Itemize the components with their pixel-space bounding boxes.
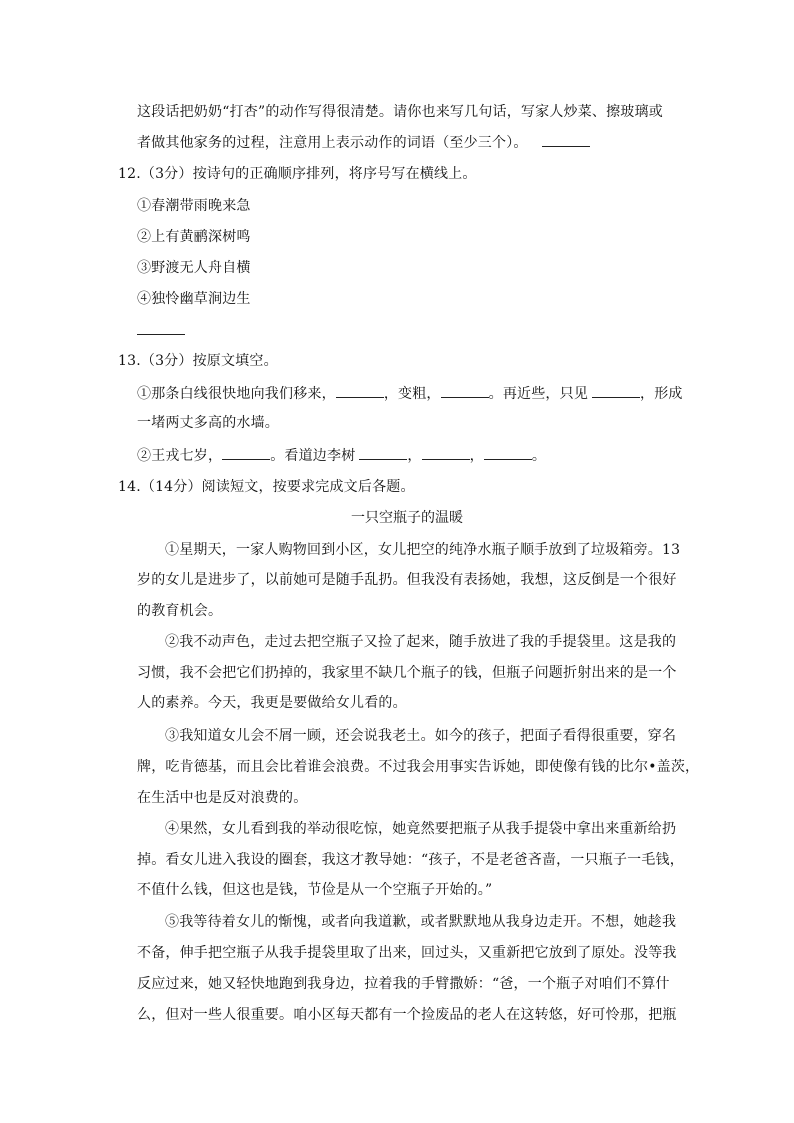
passage-p2-line-1: ②我不动声色，走过去把空瓶子又捡了起来，随手放进了我的手提袋里。这是我的: [165, 634, 677, 650]
q11-text-line-1: 这段话把奶奶“打杏”的动作写得很清楚。请你也来写几句话，写家人炒菜、擦玻璃或: [137, 104, 663, 120]
q13-item-2-sep-1: ，: [407, 448, 422, 464]
q13-blank-7[interactable]: [484, 445, 532, 460]
q11-text-line-2: [137, 132, 590, 153]
passage-p2-line-2: 习惯，我不会把它们扔掉的，我家里不缺几个瓶子的钱，但瓶子问题折射出来的是一个: [137, 665, 677, 681]
passage-p5-line-4: 么，但对一些人很重要。咱小区每天都有一个捡废品的老人在这转悠，好可怜那，把瓶: [137, 1007, 677, 1023]
q13-stem: 13.（3分）按原文填空。: [118, 353, 278, 369]
q14-stem: 14.（14分）阅读短文，按要求完成文后各题。: [118, 479, 415, 495]
q11-answer-blank[interactable]: [542, 132, 590, 147]
passage-p1-line-2: 岁的女儿是进步了，以前她可是随手乱扔。但我没有表扬她，我想，这反倒是一个很好: [137, 572, 677, 588]
q12-answer-blank[interactable]: [137, 320, 185, 335]
q13-item-1-line-1: [137, 383, 683, 404]
passage-p2-line-3: 人的素养。今天，我更是要做给女儿看的。: [137, 695, 407, 711]
q12-option-1: ①春潮带雨晚来急: [137, 198, 251, 214]
passage-p3-line-2: 牌，吃肯德基，而且会比着谁会浪费。不过我会用事实告诉她，即使像有钱的比尔•盖茨，: [137, 759, 700, 775]
passage-p1-line-1: ①星期天，一家人购物回到小区，女儿把空的纯净水瓶子顺手放到了垃圾箱旁。13: [165, 542, 681, 558]
q13-item-2-text-a: ②王戎七岁，: [137, 448, 223, 464]
q13-item-2-text-b: 。看道边李树: [270, 448, 356, 464]
q13-blank-6[interactable]: [422, 445, 470, 460]
q12-option-4: ④独怜幽草涧边生: [137, 291, 251, 307]
passage-p4-line-1: ④果然，女儿看到我的举动很吃惊，她竟然要把瓶子从我手提袋中拿出来重新给扔: [165, 821, 677, 837]
passage-p4-line-2: 掉。看女儿进入我设的圈套，我这才教导她：“孩子，不是老爸吝啬，一只瓶子一毛钱，: [137, 852, 684, 868]
q13-item-2: [137, 445, 546, 466]
q12-option-3: ③野渡无人舟自横: [137, 260, 251, 276]
q13-item-1-line-2: 一堵两丈多高的水墙。: [137, 415, 279, 431]
q13-blank-1[interactable]: [336, 383, 384, 398]
q13-blank-2[interactable]: [441, 383, 489, 398]
q13-item-1-text-c: 。再近些，只见: [488, 386, 589, 402]
q12-answer-line: [137, 320, 185, 341]
passage-p4-line-3: 不值什么钱，但这也是钱，节俭是从一个空瓶子开始的。”: [137, 882, 493, 898]
q13-item-1-text-d: ，形成: [640, 386, 683, 402]
q13-blank-4[interactable]: [222, 445, 270, 460]
q13-blank-5[interactable]: [359, 445, 407, 460]
passage-p3-line-3: 在生活中也是反对浪费的。: [137, 790, 308, 806]
q13-item-1-text-a: ①那条白线很快地向我们移来，: [137, 386, 336, 402]
passage-title: 一只空瓶子的温暖: [351, 510, 463, 526]
q13-item-2-end: 。: [531, 448, 547, 464]
passage-p5-line-2: 不备，伸手把空瓶子从我手提袋里取了出来，回过头，又重新把它放到了原处。没等我: [137, 945, 677, 961]
q11-text-line-2-content: 者做其他家务的过程，注意用上表示动作的词语（至少三个）。: [137, 135, 528, 151]
q13-item-2-sep-2: ，: [469, 448, 484, 464]
passage-p1-line-3: 的教育机会。: [137, 603, 223, 619]
passage-p5-line-1: ⑤我等待着女儿的惭愧，或者向我道歉，或者默默地从我身边走开。不想，她趁我: [165, 914, 677, 930]
q13-item-1-text-b: ，变粗，: [383, 386, 441, 402]
q12-option-2: ②上有黄鹂深树鸣: [137, 229, 251, 245]
passage-p5-line-3: 反应过来，她又轻快地跑到我身边，拉着我的手臂撒娇：“爸，一个瓶子对咱们不算什: [137, 976, 670, 992]
q12-stem: 12.（3分）按诗句的正确顺序排列，将序号写在横线上。: [118, 166, 477, 182]
passage-p3-line-1: ③我知道女儿会不屑一顾，还会说我老土。如今的孩子，把面子看得很重要，穿名: [165, 728, 677, 744]
q13-blank-3[interactable]: [592, 383, 640, 398]
